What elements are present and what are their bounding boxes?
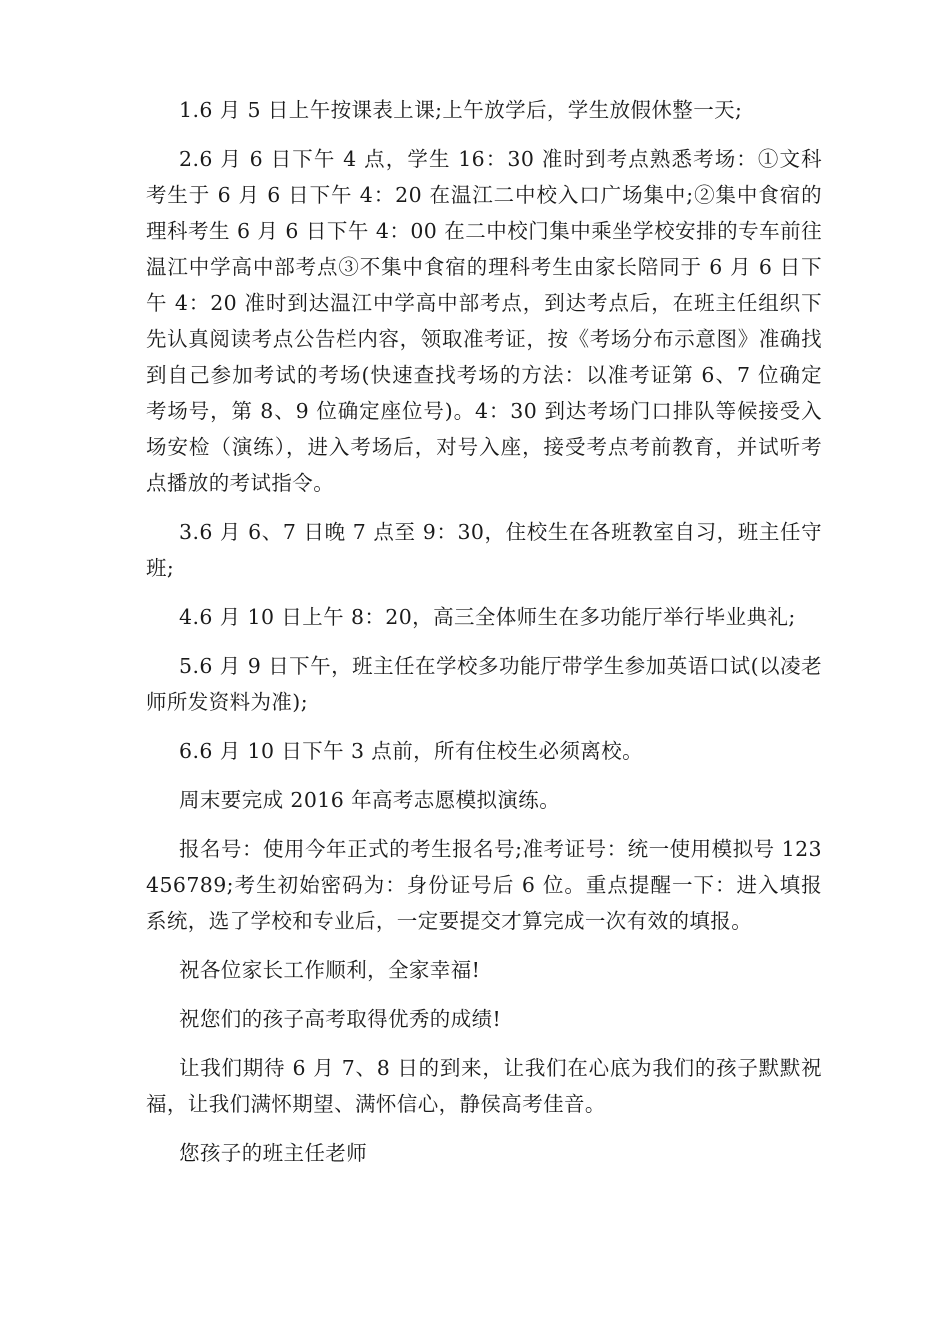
registration-info-paragraph: 报名号：使用今年正式的考生报名号;准考证号：统一使用模拟号 123456789;考生初始密码为：身份证号后 6 位。重点提醒一下：进入填报系统，选了学校和专业后，一定要提交才算完成一次有效的填报。 [146, 837, 822, 933]
signature-line: 您孩子的班主任老师 [179, 1141, 368, 1165]
closing-paragraph: 让我们期待 6 月 7、8 日的到来，让我们在心底为我们的孩子默默祝福，让我们满怀期望、满怀信心，静侯高考佳音。 [146, 1056, 822, 1116]
schedule-item-1: 1.6 月 5 日上午按课表上课;上午放学后，学生放假休整一天; [179, 98, 743, 122]
document-page [146, 92, 822, 1184]
schedule-item-4: 4.6 月 10 日上午 8：20，高三全体师生在多功能厅举行毕业典礼; [179, 605, 796, 629]
schedule-item-6: 6.6 月 10 日下午 3 点前，所有住校生必须离校。 [179, 739, 644, 763]
schedule-item-5: 5.6 月 9 日下午，班主任在学校多功能厅带学生参加英语口试(以凌老师所发资料为准); [146, 654, 822, 714]
wish-parents-paragraph: 祝各位家长工作顺利，全家幸福! [179, 958, 481, 982]
wish-students-paragraph: 祝您们的孩子高考取得优秀的成绩! [179, 1007, 502, 1031]
schedule-item-3: 3.6 月 6、7 日晚 7 点至 9：30，住校生在各班教室自习，班主任守班; [146, 520, 822, 580]
weekend-task-paragraph: 周末要完成 2016 年高考志愿模拟演练。 [179, 788, 561, 812]
schedule-item-2: 2.6 月 6 日下午 4 点，学生 16：30 准时到考点熟悉考场：①文科考生于 6 月 6 日下午 4：20 在温江二中校入口广场集中;②集中食宿的理科考生 6 月 6 日下午 4：00 在二中校门集中乘坐学校安排的专车前往温江中学高中部考点③不集中食宿的理科考生由家长陪同于 6 月 6 日下午 4：20 准时到达温江中学高中部考点，到达考点后，在班主任组织下先认真阅读考点公告栏内容，领取准考证，按《考场分布示意图》准确找到自己参加考试的考场(快速查找考场的方法：以准考证第 6、7 位确定考场号，第 8、9 位确定座位号)。4：30 到达考场门口排队等候接受入场安检（演练），进入考场后，对号入座，接受考点考前教育，并试听考点播放的考试指令。 [146, 147, 822, 495]
